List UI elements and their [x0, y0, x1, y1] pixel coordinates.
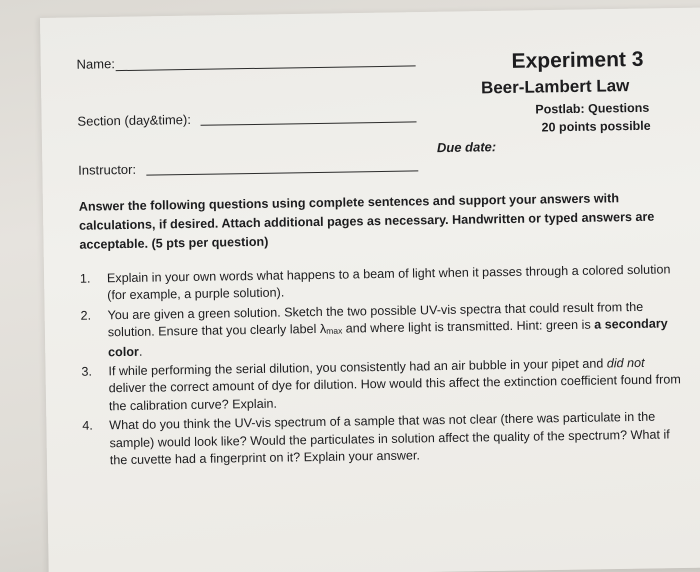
postlab-label: Postlab: Questions: [535, 100, 650, 117]
section-field-line[interactable]: [201, 121, 417, 125]
experiment-subtitle: Beer-Lambert Law: [480, 76, 630, 98]
question-number: 2.: [80, 308, 92, 323]
question-text: Explain in your own words what happens to a beam of light when it passes through a colored solution (for example, a purple solution).: [106, 262, 671, 303]
question-item: [81, 354, 682, 416]
section-label: Section (day&time):: [77, 111, 192, 129]
question-item: [80, 298, 681, 362]
emphasis-text: did not: [606, 355, 645, 371]
instructor-field-line[interactable]: [146, 170, 418, 175]
points-label: 20 points possible: [541, 118, 651, 135]
question-text: If while performing the serial dilution, you consistently had an air bubble in your pipet and did not deliver the correct amount of dye for dilution. How would this affect the extinction coefficient found from the calibration curve? Explain.: [108, 355, 681, 414]
hint-bold-text: a secondary color: [107, 316, 668, 359]
question-number: 4.: [82, 418, 93, 433]
question-number: 1.: [79, 271, 91, 286]
experiment-title: Experiment 3: [511, 47, 644, 73]
question-item: [82, 409, 683, 471]
name-label: Name:: [76, 56, 115, 72]
question-text: You are given a green solution. Sketch the two possible UV-vis spectra that could result from the solution. Ensure that you clearly label λmax and where light is transmitted. Hint: green is a secondary color.: [107, 299, 668, 359]
instructor-label: Instructor:: [78, 161, 137, 178]
due-date-label: Due date:: [436, 139, 497, 156]
question-list: [80, 261, 683, 470]
instructions-paragraph: Answer the following questions using complete sentences and support your answers with calculations, if desired. Attach additional pages as necessary. Handwritten or typed answers are acceptable. (5 pts per question): [78, 191, 655, 252]
question-text: What do you think the UV-vis spectrum of a sample that was not clear (there was particulate in the sample) would look like? Would the particulates in solution affect the quality of the spectrum? What if the cuvette had a fingerprint on it? Explain your answer.: [109, 409, 670, 468]
lambda-symbol: λ: [319, 322, 327, 337]
question-number: 3.: [81, 364, 93, 379]
lambda-subscript: max: [326, 325, 343, 337]
name-field-line[interactable]: [116, 65, 416, 71]
